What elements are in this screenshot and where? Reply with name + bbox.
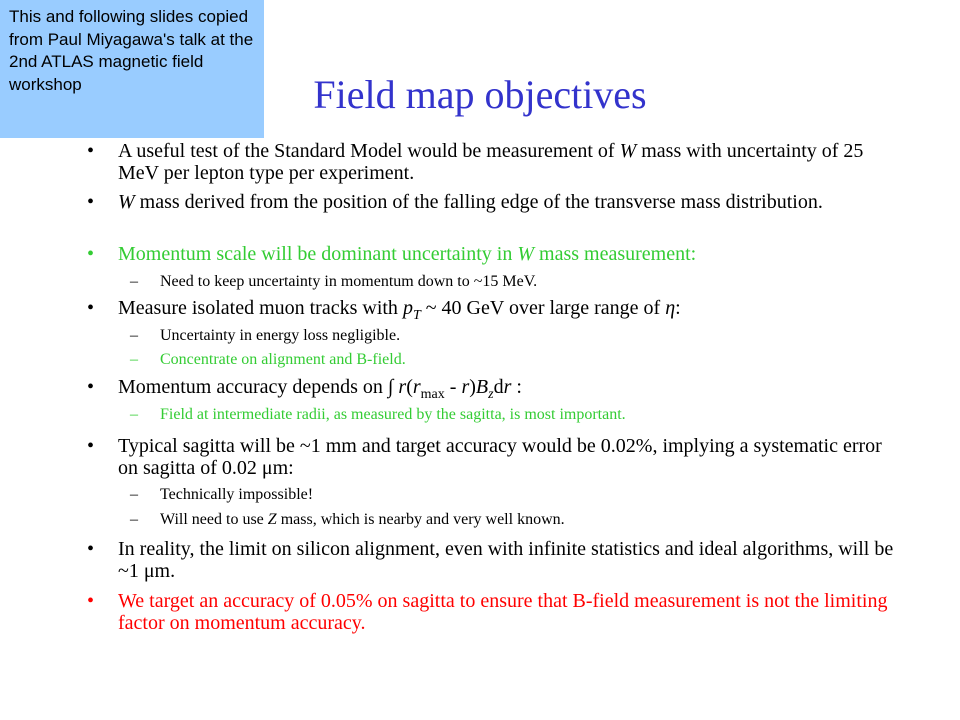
bullet-marker: • xyxy=(87,376,95,398)
bullet-marker: • xyxy=(87,297,95,319)
sub-bullet-marker: – xyxy=(130,486,138,503)
sub-bullet-marker: – xyxy=(130,327,138,344)
bullet-marker: • xyxy=(87,140,95,162)
sub-bullet-energy-loss: Uncertainty in energy loss negligible. xyxy=(160,327,401,344)
bullet-marker: • xyxy=(87,590,95,612)
sub-bullet-marker: – xyxy=(130,273,138,290)
bullet-w-mass-derivation: W mass derived from the position of the falling edge of the transverse mass distribution. xyxy=(118,191,823,213)
bullet-marker: • xyxy=(87,538,95,560)
sub-bullet-intermediate-radii: Field at intermediate radii, as measured by the sagitta, is most important. xyxy=(160,406,626,423)
sub-bullet-technically-impossible: Technically impossible! xyxy=(160,486,314,503)
bullet-momentum-scale: Momentum scale will be dominant uncertainty in W mass measurement: xyxy=(118,243,697,265)
sub-bullet-marker: – xyxy=(130,406,138,423)
sub-bullet-marker: – xyxy=(130,351,138,368)
bullet-marker: • xyxy=(87,435,95,457)
sub-bullet-alignment-bfield: Concentrate on alignment and B-field. xyxy=(160,351,406,368)
bullet-standard-model-test: A useful test of the Standard Model would be measurement of W mass with uncertainty of 25 MeV per lepton type per experiment. xyxy=(118,140,864,184)
sub-bullet-z-mass: Will need to use Z mass, which is nearby and very well known. xyxy=(160,511,565,528)
sub-bullet-marker: – xyxy=(130,511,138,528)
bullet-muon-tracks: Measure isolated muon tracks with $p_T$ ~ 40 GeV over large range of η: xyxy=(118,297,681,323)
bullet-target-accuracy: We target an accuracy of 0.05% on sagitta to ensure that B-field measurement is not the limiting factor on momentum accuracy. xyxy=(118,590,888,634)
source-note-text: This and following slides copied from Paul Miyagawa's talk at the 2nd ATLAS magnetic field workshop xyxy=(9,7,254,94)
bullet-silicon-alignment: In reality, the limit on silicon alignment, even with infinite statistics and ideal algorithms, will be ~1 μm. xyxy=(118,538,894,582)
slide-title: Field map objectives xyxy=(313,72,647,117)
bullet-marker: • xyxy=(87,191,95,213)
bullet-momentum-accuracy: Momentum accuracy depends on ∫ $r(r_{max} - r)B_zdr$ : xyxy=(118,376,522,402)
bullet-marker: • xyxy=(87,243,95,265)
sub-bullet-momentum-uncertainty: Need to keep uncertainty in momentum down to ~15 MeV. xyxy=(160,273,538,290)
bullet-typical-sagitta: Typical sagitta will be ~1 mm and target accuracy would be 0.02%, implying a systematic error on sagitta of 0.02 μm: xyxy=(118,435,882,479)
